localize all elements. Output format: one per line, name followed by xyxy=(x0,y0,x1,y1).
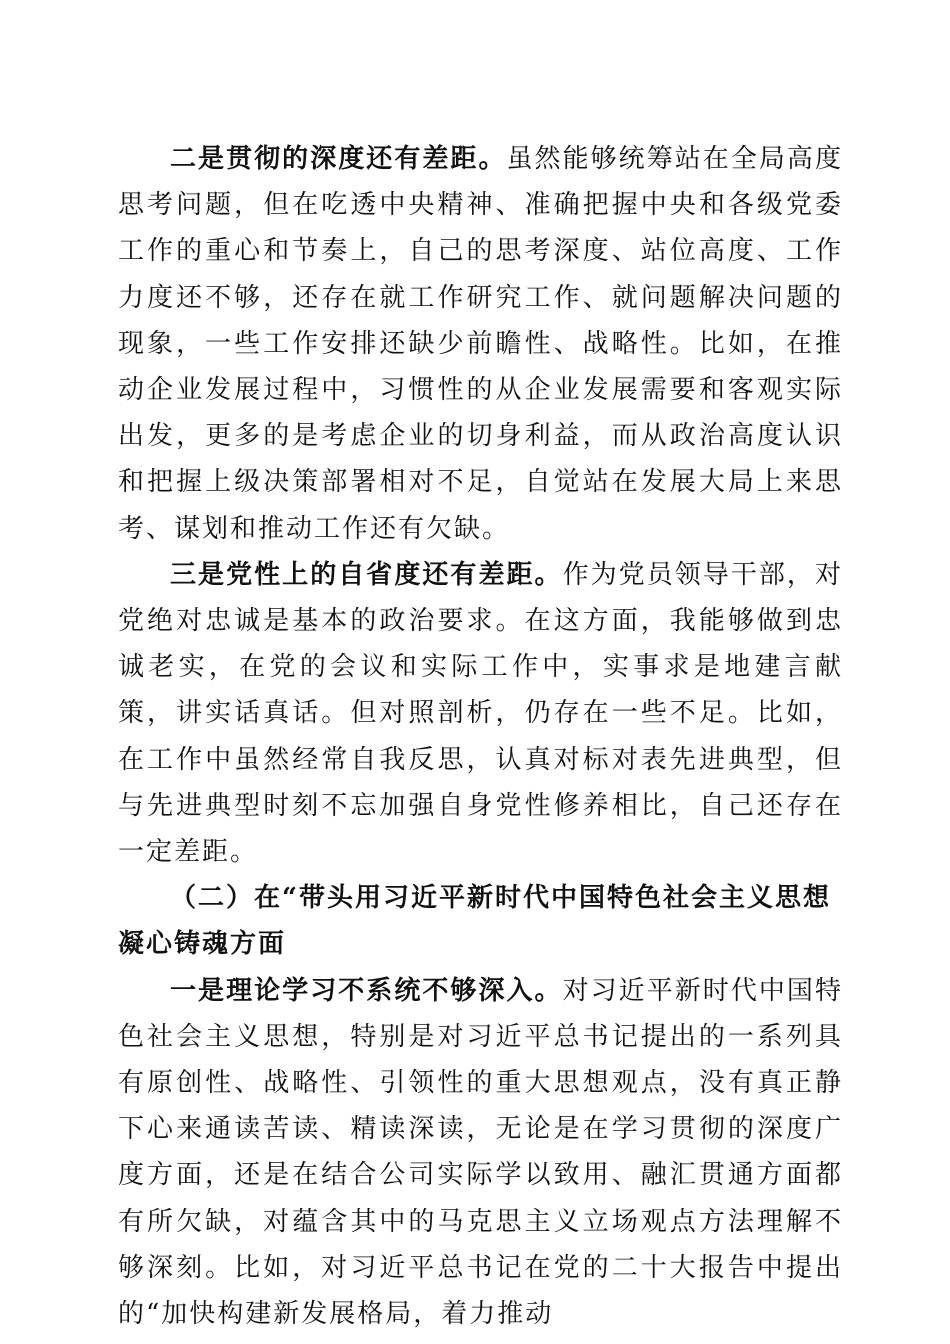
paragraph-text: 虽然能够统筹站在全局高度思考问题，但在吃透中央精神、准确把握中央和各级党委工作的重心和节奏上，自己的思考深度、站位高度、工作力度还不够，还存在就工作研究工作、就问题解决问题的现象，一些工作安排还缺少前瞻性、战略性。比如，在推动企业发展过程中，习惯性的从企业发展需要和客观实际出发，更多的是考虑企业的切身利益，而从政治高度认识和把握上级决策部署相对不足，自觉站在发展大局上来思考、谋划和推动工作还有欠缺。 xyxy=(118,144,843,544)
paragraph-party-spirit-gap xyxy=(118,552,843,875)
paragraph-depth-gap xyxy=(118,136,843,552)
section-heading: （二）在“带头用习近平新时代中国特色社会主义思想凝心铸魂方面 xyxy=(118,883,831,960)
paragraph-lead: 一是理论学习不系统不够深入。 xyxy=(170,975,563,1006)
paragraph-lead: 三是党性上的自省度还有差距。 xyxy=(170,559,563,590)
paragraph-theory-study xyxy=(118,968,843,1338)
document-body xyxy=(118,136,843,1337)
paragraph-text: 对习近平新时代中国特色社会主义思想，特别是对习近平总书记提出的一系列具有原创性、战略性、引领性的重大思想观点，没有真正静下心来通读苦读、精读深读，无论是在学习贯彻的深度广度方面，还是在结合公司实际学以致用、融汇贯通方面都有所欠缺，对蕴含其中的马克思主义立场观点方法理解不够深刻。比如，对习近平总书记在党的二十大报告中提出的“加快构建新发展格局，着力推动 xyxy=(118,975,843,1330)
paragraph-text: 作为党员领导干部，对党绝对忠诚是基本的政治要求。在这方面，我能够做到忠诚老实，在党的会议和实际工作中，实事求是地建言献策，讲实话真话。但对照剖析，仍存在一些不足。比如，在工作中虽然经常自我反思，认真对标对表先进典型，但与先进典型时刻不忘加强自身党性修养相比，自己还存在一定差距。 xyxy=(118,559,843,868)
paragraph-lead: 二是贯彻的深度还有差距。 xyxy=(170,144,507,174)
